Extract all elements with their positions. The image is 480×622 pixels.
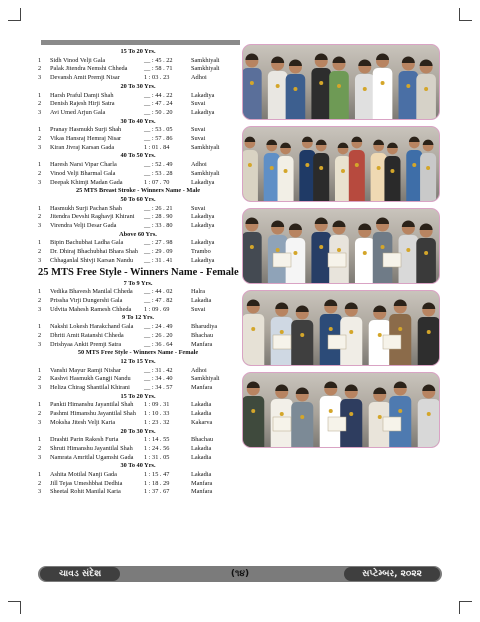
person-figure [268, 57, 288, 120]
person-figure [329, 57, 349, 120]
rank: 3 [38, 143, 42, 151]
section-heading: 9 To 12 Yrs. [122, 314, 154, 322]
village: Lakadiya [191, 108, 215, 116]
result-row [38, 288, 238, 297]
result-row [38, 410, 238, 419]
swimmer-name: Udvita Mahesh Ramesh Chheda [50, 305, 132, 313]
result-row [38, 65, 238, 74]
section-heading: 20 To 30 Yrs. [120, 82, 156, 90]
swimmer-name: Vikas Hansraj Hemraj Nisar [50, 135, 122, 143]
rank: 1 [38, 323, 42, 331]
swimmer-name: Pankti Himanshu Jayantilal Shah [50, 401, 134, 409]
person-figure [243, 54, 262, 120]
finish-time: 1 : 37 . 67 [144, 488, 170, 496]
finish-time: __ : 44 . 02 [144, 288, 173, 296]
swimmer-name: Haresh Narsi Vipar Charla [50, 161, 117, 169]
swimmer-name: Pashmi Himanshu Jayantilal Shah [50, 410, 136, 418]
person-figure [243, 137, 258, 201]
village: Suvai [191, 100, 206, 108]
person-figure [291, 306, 313, 366]
person-figure [384, 143, 400, 201]
rank: 3 [38, 74, 42, 82]
person-figure [349, 137, 365, 201]
rank: 2 [38, 135, 42, 143]
result-row [38, 367, 238, 376]
swimmer-name: Pranay Hasmukh Surji Shah [50, 126, 122, 134]
village: Samkhiyali [191, 65, 220, 73]
group-photo [242, 208, 440, 284]
result-row [38, 126, 238, 135]
section-heading: 50 To 60 Yrs. [120, 195, 156, 203]
swimmer-name: Dr. Dhiraj Bhachubhai Bhara Shah [50, 248, 138, 256]
results-list [38, 48, 238, 497]
person-figure [335, 143, 351, 201]
village: Trambo [191, 248, 211, 256]
village: Lakadiya [191, 91, 215, 99]
result-row [38, 445, 238, 454]
result-row [38, 170, 238, 179]
result-row [38, 436, 238, 445]
swimmer-name: Shruti Himanshu Jayantilal Shah [50, 444, 133, 452]
section-heading: 25 MTS Breast Stroke - Winners Name - Male [75, 187, 201, 195]
rank: 3 [38, 418, 42, 426]
finish-time: __ : 26 . 21 [144, 204, 173, 212]
swimmer-name: Deepak Khimji Madan Gada [50, 178, 123, 186]
rank: 1 [38, 401, 42, 409]
village: Lakadia [191, 444, 212, 452]
swimmer-name: Dhriti Amit Ratanshi Chheda [50, 331, 124, 339]
result-row [38, 135, 238, 144]
person-figure [286, 60, 306, 120]
finish-time: 1 : 09 . 31 [144, 401, 170, 409]
certificate [328, 253, 346, 267]
result-row [38, 323, 238, 332]
village: Adhoi [191, 366, 207, 374]
rank: 2 [38, 169, 42, 177]
rank: 2 [38, 296, 42, 304]
swimmer-name: Prissha Virji Dungershi Gala [50, 296, 123, 304]
person-figure [355, 224, 375, 283]
group-photo [242, 290, 440, 366]
village: Lakadiya [191, 222, 215, 230]
village: Lakadiya [191, 239, 215, 247]
village: Suvai [191, 126, 206, 134]
swimmer-name: Chhaganlal Shivji Karsan Nandu [50, 256, 134, 264]
village: Manfara [191, 384, 213, 392]
result-row [38, 161, 238, 170]
village: Lakadia [191, 401, 212, 409]
swimmer-name: Harsh Praful Damji Shah [50, 91, 114, 99]
person-figure [299, 137, 315, 201]
swimmer-name: Drashti Parin Rakesh Furia [50, 436, 119, 444]
result-row [38, 144, 238, 153]
rank: 2 [38, 100, 42, 108]
rank: 3 [38, 384, 42, 392]
swimmer-name: Bipin Bachubhai Ladha Gala [50, 239, 124, 247]
person-figure [406, 137, 422, 201]
village: Bhachau [191, 436, 214, 444]
person-figure [355, 60, 375, 119]
rank: 1 [38, 366, 42, 374]
result-row [38, 205, 238, 214]
village: Suvai [191, 135, 206, 143]
finish-time: 1 : 07 . 70 [144, 178, 170, 186]
rank: 1 [38, 56, 42, 64]
person-figure [399, 221, 419, 284]
result-row [38, 222, 238, 231]
certificate [383, 417, 401, 431]
village: Samkhiyali [191, 169, 220, 177]
result-row [38, 57, 238, 66]
crop-mark-bottom-left [8, 601, 21, 614]
rank: 2 [38, 331, 42, 339]
result-row [38, 257, 238, 266]
person-figure [329, 221, 349, 284]
village: Suvai [191, 305, 206, 313]
village: Manfara [191, 479, 213, 487]
person-figure [340, 385, 362, 448]
finish-time: 1 : 18 . 29 [144, 479, 170, 487]
person-figure [268, 221, 288, 284]
village: Lakadia [191, 296, 212, 304]
rank: 2 [38, 65, 42, 73]
result-row [38, 384, 238, 393]
village: Samkhiyali [191, 375, 220, 383]
crop-mark-top-right [459, 8, 472, 21]
rank: 3 [38, 305, 42, 313]
village: Lakadiya [191, 178, 215, 186]
swimmer-name: Avi Umed Arjun Gala [50, 108, 106, 116]
finish-time: __ : 34 . 57 [144, 384, 173, 392]
swimmer-name: Vinod Velji Bharmal Gala [50, 169, 116, 177]
crop-mark-bottom-right [459, 601, 472, 614]
swimmer-name: Virendra Velji Desar Gada [50, 222, 117, 230]
village: Adhoi [191, 74, 207, 82]
person-figure [373, 218, 393, 284]
result-row [38, 306, 238, 315]
finish-time: 1 : 15 . 47 [144, 471, 170, 479]
certificate [328, 417, 346, 431]
result-row [38, 92, 238, 101]
section-heading: 30 To 40 Yrs. [120, 117, 156, 125]
finish-time: __ : 31 . 41 [144, 256, 173, 264]
finish-time: 1 : 14 . 55 [144, 436, 170, 444]
finish-time: __ : 53 . 28 [144, 169, 173, 177]
rank: 2 [38, 479, 42, 487]
finish-time: __ : 36 . 64 [144, 340, 173, 348]
certificate [273, 335, 291, 349]
swimmer-name: Sidh Vinod Velji Gala [50, 56, 106, 64]
finish-time: 1 : 31 . 05 [144, 453, 170, 461]
person-figure [416, 60, 436, 120]
group-photo [242, 372, 440, 448]
result-row [38, 341, 238, 350]
result-row [38, 297, 238, 306]
person-figure [420, 140, 436, 201]
section-heading: 15 To 20 Yrs. [120, 392, 156, 400]
person-figure [311, 54, 331, 120]
swimmer-name: Hasmukh Surji Pachan Shah [50, 204, 122, 212]
village: Suvai [191, 204, 206, 212]
finish-time: __ : 47 . 24 [144, 100, 173, 108]
certificate [328, 335, 346, 349]
rank: 3 [38, 256, 42, 264]
rank: 3 [38, 108, 42, 116]
village: Adhoi [191, 161, 207, 169]
finish-time: __ : 28 . 90 [144, 213, 173, 221]
finish-time: __ : 52 . 49 [144, 161, 173, 169]
person-figure [243, 300, 264, 366]
rank: 1 [38, 91, 42, 99]
rank: 3 [38, 488, 42, 496]
village: Halra [191, 288, 205, 296]
rank: 1 [38, 436, 42, 444]
village: Lakadiya [191, 256, 215, 264]
person-figure [243, 382, 264, 448]
result-row [38, 471, 238, 480]
section-heading: 40 To 50 Yrs. [120, 152, 156, 160]
person-figure [264, 140, 280, 201]
result-row [38, 375, 238, 384]
result-row [38, 480, 238, 489]
swimmer-name: Jitendra Devshi Raghavji Khirani [50, 213, 135, 221]
result-row [38, 213, 238, 222]
result-row [38, 332, 238, 341]
finish-time: __ : 50 . 20 [144, 108, 173, 116]
result-row [38, 74, 238, 83]
finish-time: __ : 24 . 49 [144, 323, 173, 331]
section-heading: 12 To 15 Yrs. [120, 357, 156, 365]
rank: 1 [38, 288, 42, 296]
finish-time: __ : 31 . 42 [144, 366, 173, 374]
top-rule [41, 40, 240, 45]
person-figure [313, 140, 329, 201]
swimmer-name: Kashvi Hasmukh Gangji Nandu [50, 375, 131, 383]
section-heading: 50 MTS Free Style - Winners Name - Female [77, 349, 199, 357]
certificate [273, 253, 291, 267]
person-figure [416, 224, 436, 284]
issue-date: સપ્ટેમ્બર, ૨૦૨૨ [344, 567, 440, 581]
finish-time: 1 : 24 . 56 [144, 444, 170, 452]
person-figure [418, 385, 439, 448]
page-footer [38, 566, 442, 582]
result-row [38, 454, 238, 463]
village: Lakadiya [191, 213, 215, 221]
finish-time: 1 : 03 . 23 [144, 74, 170, 82]
result-row [38, 179, 238, 188]
person-figure [389, 382, 411, 448]
rank: 1 [38, 471, 42, 479]
crop-mark-top-left [8, 8, 21, 21]
swimmer-name: Palak Jitendra Nemshi Chheda [50, 65, 128, 73]
certificate [383, 335, 401, 349]
rank: 3 [38, 453, 42, 461]
rank: 3 [38, 340, 42, 348]
person-figure [278, 143, 294, 201]
village: Lakadia [191, 453, 212, 461]
finish-time: __ : 45 . 22 [144, 56, 173, 64]
result-row [38, 401, 238, 410]
group-photo [242, 126, 440, 202]
finish-time: 1 : 09 . 69 [144, 305, 170, 313]
page-number: (૧૪) [230, 569, 250, 579]
swimmer-name: Jill Tejas Umeshbhai Dedhia [50, 479, 123, 487]
swimmer-name: Sheetal Rohit Manilal Karia [50, 488, 121, 496]
swimmer-name: Namrata Amritlal Ugamshi Gada [50, 453, 134, 461]
village: Lakadia [191, 410, 212, 418]
finish-time: __ : 34 . 40 [144, 375, 173, 383]
finish-time: __ : 33 . 80 [144, 222, 173, 230]
swimmer-name: Vanshi Mayur Ramji Nishar [50, 366, 121, 374]
finish-time: __ : 58 . 71 [144, 65, 173, 73]
result-row [38, 488, 238, 497]
finish-time: __ : 44 . 22 [144, 91, 173, 99]
village: Kakarva [191, 418, 213, 426]
rank: 3 [38, 178, 42, 186]
rank: 3 [38, 222, 42, 230]
person-figure [311, 218, 331, 284]
swimmer-name: Denish Rajesh Hirji Satra [50, 100, 115, 108]
finish-time: __ : 29 . 09 [144, 248, 173, 256]
person-figure [271, 303, 293, 366]
person-figure [243, 218, 262, 284]
group-photo [242, 44, 440, 120]
swimmer-name: Moksha Jitesh Velji Karia [50, 418, 116, 426]
section-heading: 25 MTS Free Style - Winners Name - Female [38, 266, 239, 278]
person-figure [373, 54, 393, 120]
finish-time: 1 : 23 . 32 [144, 418, 170, 426]
rank: 1 [38, 204, 42, 212]
swimmer-name: Nakshi Lokesh Harakchand Gala [50, 323, 134, 331]
person-figure [418, 303, 439, 366]
result-row [38, 248, 238, 257]
rank: 1 [38, 239, 42, 247]
swimmer-name: Ashita Motilal Nanji Gada [50, 471, 117, 479]
person-figure [320, 382, 342, 448]
person-figure [371, 140, 387, 201]
village: Manfara [191, 488, 213, 496]
person-figure [320, 300, 342, 366]
photo-column [242, 44, 440, 454]
rank: 2 [38, 410, 42, 418]
swimmer-name: Vedika Bhavesh Manilal Chheda [50, 288, 133, 296]
result-row [38, 100, 238, 109]
person-figure [291, 388, 313, 448]
section-heading: 20 To 30 Yrs. [120, 427, 156, 435]
rank: 1 [38, 126, 42, 134]
person-figure [389, 300, 411, 366]
swimmer-name: Devansh Amit Premji Nisar [50, 74, 120, 82]
person-figure [271, 385, 293, 448]
village: Samkhiyali [191, 143, 220, 151]
rank: 1 [38, 161, 42, 169]
rank: 2 [38, 444, 42, 452]
person-figure [340, 303, 362, 366]
swimmer-name: Heliza Chirag Shantilal Khirani [50, 384, 130, 392]
result-row [38, 419, 238, 428]
village: Bharudiya [191, 323, 218, 331]
finish-time: __ : 53 . 05 [144, 126, 173, 134]
finish-time: __ : 27 . 98 [144, 239, 173, 247]
finish-time: 1 : 01 . 84 [144, 143, 170, 151]
village: Lakadia [191, 471, 212, 479]
village: Manfara [191, 340, 213, 348]
finish-time: 1 : 10 . 33 [144, 410, 170, 418]
certificate [273, 417, 291, 431]
finish-time: __ : 26 . 20 [144, 331, 173, 339]
village: Samkhiyali [191, 56, 220, 64]
swimmer-name: Kiran Jivraj Karsan Gada [50, 143, 115, 151]
section-heading: 7 To 9 Yrs. [123, 279, 153, 287]
certificate [383, 253, 401, 267]
magazine-name: ચાવડ સંદેશ [40, 567, 120, 581]
section-heading: 15 To 20 Yrs. [120, 48, 156, 55]
result-row [38, 109, 238, 118]
swimmer-name: Drishyaa Ankit Premji Satra [50, 340, 122, 348]
rank: 2 [38, 213, 42, 221]
rank: 2 [38, 248, 42, 256]
section-heading: 30 To 40 Yrs. [120, 462, 156, 470]
finish-time: __ : 57 . 86 [144, 135, 173, 143]
rank: 2 [38, 375, 42, 383]
person-figure [399, 57, 419, 120]
finish-time: __ : 47 . 82 [144, 296, 173, 304]
result-row [38, 239, 238, 248]
section-heading: Above 60 Yrs. [119, 230, 157, 238]
village: Bhachau [191, 331, 214, 339]
